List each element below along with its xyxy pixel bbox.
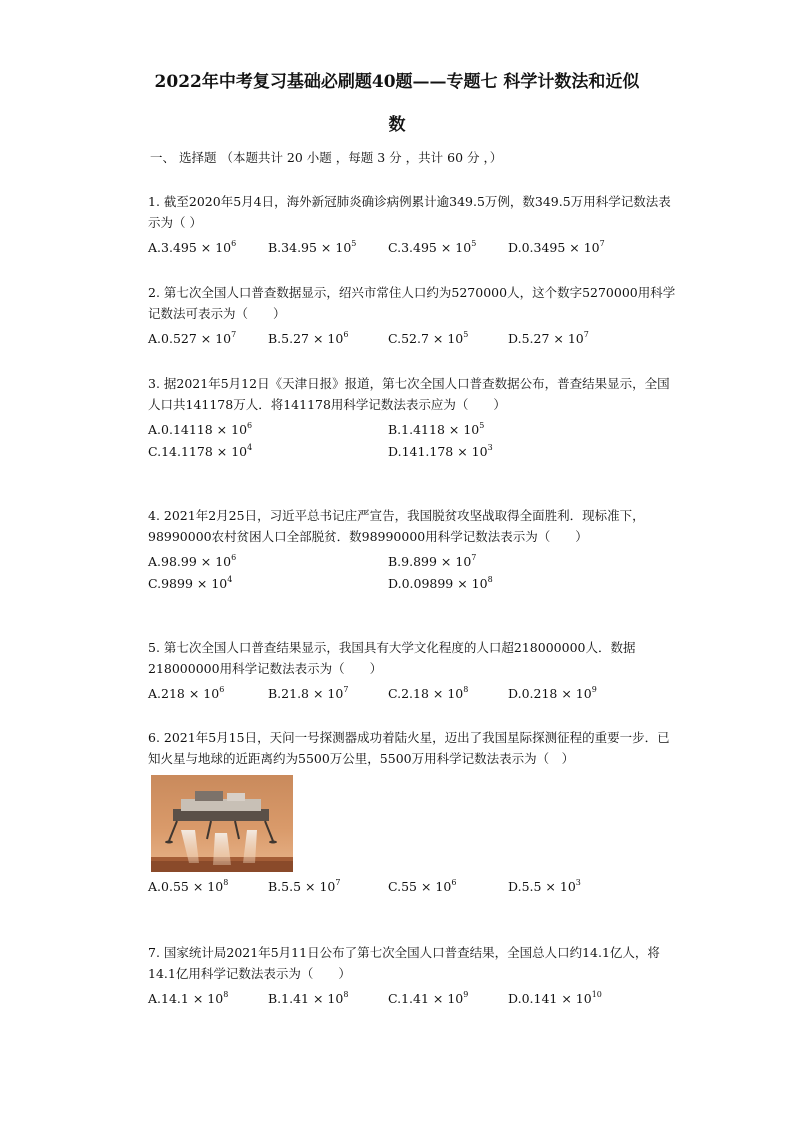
question-6: [148, 727, 678, 896]
option-d[interactable]: $D.5.5 \times 10^3$: [508, 878, 581, 894]
option-b[interactable]: $B.21.8 \times 10^7$: [268, 685, 349, 701]
option-c[interactable]: $C.1.41 \times 10^9$: [388, 990, 469, 1006]
question-stem: 1. 截至2020年5月4日，海外新冠肺炎确诊病例累计逾349.5万例，数349.5万用科学记数法表示为（ ）: [148, 194, 671, 230]
options-grid: [148, 421, 678, 461]
option-a[interactable]: $A.0.14118 \times 10^6$: [148, 421, 253, 437]
question-5: [148, 637, 678, 703]
option-b[interactable]: $B.5.27 \times 10^6$: [268, 330, 349, 346]
option-a[interactable]: $A.3.495 \times 10^6$: [148, 239, 237, 255]
option-a[interactable]: $A.98.99 \times 10^6$: [148, 553, 237, 569]
option-c[interactable]: $C.9899 \times 10^4$: [148, 575, 233, 591]
option-d[interactable]: $D.0.141 \times 10^{10}$: [508, 990, 602, 1006]
option-d[interactable]: $D.5.27 \times 10^7$: [508, 330, 589, 346]
section-heading: 一、 选择题 （本题共计 20 小题 ，每题 3 分 ，共计 60 分 ，）: [150, 150, 503, 165]
option-c[interactable]: $C.52.7 \times 10^5$: [388, 330, 469, 346]
option-c[interactable]: $C.55 \times 10^6$: [388, 878, 457, 894]
option-b[interactable]: $B.5.5 \times 10^7$: [268, 878, 341, 894]
question-stem: 3. 据2021年5月12日《天津日报》报道，第七次全国人口普查数据公布，普查结果显示，全国人口共141178万人．将141178用科学记数法表示应为（ ）: [148, 376, 670, 412]
option-c[interactable]: $C.14.1178 \times 10^4$: [148, 443, 253, 459]
options-grid: [148, 553, 678, 593]
options-row: [148, 330, 678, 348]
option-c[interactable]: $C.2.18 \times 10^8$: [388, 685, 469, 701]
question-stem: 7. 国家统计局2021年5月11日公布了第七次全国人口普查结果，全国总人口约14.1亿人，将14.1亿用科学记数法表示为（ ）: [148, 945, 660, 981]
option-d[interactable]: $D.0.218 \times 10^9$: [508, 685, 597, 701]
option-b[interactable]: $B.34.95 \times 10^5$: [268, 239, 357, 255]
mars-lander-image: [151, 775, 293, 872]
option-d[interactable]: $D.141.178 \times 10^3$: [388, 443, 493, 459]
question-1: [148, 191, 678, 257]
option-a[interactable]: $A.0.527 \times 10^7$: [148, 330, 237, 346]
option-b[interactable]: $B.9.899 \times 10^7$: [388, 553, 477, 569]
option-a[interactable]: $A.0.55 \times 10^8$: [148, 878, 229, 894]
options-row: [148, 878, 678, 896]
option-b[interactable]: $B.1.41 \times 10^8$: [268, 990, 349, 1006]
question-2: [148, 282, 678, 348]
option-d[interactable]: $D.0.09899 \times 10^8$: [388, 575, 493, 591]
option-c[interactable]: $C.3.495 \times 10^5$: [388, 239, 477, 255]
options-row: [148, 239, 678, 257]
question-stem: 2. 第七次全国人口普查数据显示，绍兴市常住人口约为5270000人，这个数字5270000用科学记数法可表示为（ ）: [148, 285, 676, 321]
question-stem: 6. 2021年5月15日，天问一号探测器成功着陆火星，迈出了我国星际探测征程的重要一步．已知火星与地球的近距离约为5500万公里，5500万用科学记数法表示为（ ）: [148, 730, 670, 766]
question-stem: 4. 2021年2月25日，习近平总书记庄严宣告，我国脱贫攻坚战取得全面胜利．现标准下，98990000农村贫困人口全部脱贫．数98990000用科学记数法表示为（ ）: [148, 508, 645, 544]
mars-lander-illustration: [151, 775, 293, 872]
option-a[interactable]: $A.218 \times 10^6$: [148, 685, 225, 701]
question-3: [148, 373, 678, 461]
question-7: [148, 942, 678, 1008]
option-d[interactable]: $D.0.3495 \times 10^7$: [508, 239, 605, 255]
question-4: [148, 505, 678, 593]
document-title-line2: 数: [388, 115, 406, 135]
question-stem: 5. 第七次全国人口普查结果显示，我国具有大学文化程度的人口超218000000人．数据218000000用科学记数法表示为（ ）: [148, 640, 636, 676]
options-row: [148, 685, 678, 703]
option-b[interactable]: $B.1.4118 \times 10^5$: [388, 421, 485, 437]
option-a[interactable]: $A.14.1 \times 10^8$: [148, 990, 229, 1006]
options-row: [148, 990, 678, 1008]
document-title-line1: 2022年中考复习基础必刷题40题——专题七 科学计数法和近似: [154, 72, 640, 92]
